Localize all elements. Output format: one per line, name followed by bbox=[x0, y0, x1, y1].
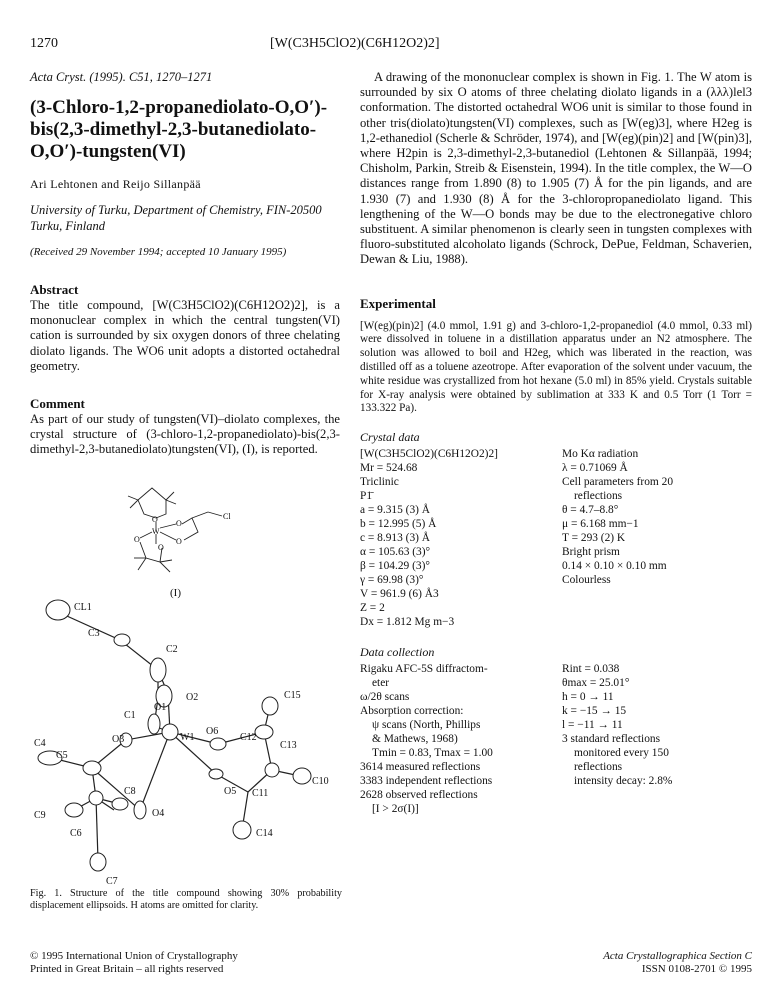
data-collection-heading: Data collection bbox=[360, 645, 435, 660]
atom-label: C14 bbox=[256, 828, 273, 839]
crystal-data-right bbox=[562, 447, 752, 629]
atom-label: C8 bbox=[124, 786, 136, 797]
parameter-line: μ = 6.168 mm−1 bbox=[562, 518, 639, 531]
data-collection-table bbox=[360, 662, 752, 816]
parameter-line: reflections bbox=[574, 490, 623, 503]
scheme-oxygen-label: O bbox=[134, 535, 140, 544]
parameter-line: θ = 4.7–8.8° bbox=[562, 504, 619, 517]
parameter-line: b = 12.995 (5) Å bbox=[360, 518, 437, 531]
parameter-line: Bright prism bbox=[562, 546, 620, 559]
atom-label: C11 bbox=[252, 788, 269, 799]
atom-label: C3 bbox=[88, 628, 100, 639]
parameter-line: Mr = 524.68 bbox=[360, 462, 418, 475]
page-number: 1270 bbox=[30, 36, 58, 51]
parameter-line: intensity decay: 2.8% bbox=[574, 775, 673, 788]
atom-label: C5 bbox=[56, 750, 68, 761]
abstract-heading: Abstract bbox=[30, 282, 79, 297]
parameter-line: reflections bbox=[574, 761, 623, 774]
parameter-line: λ = 0.71069 Å bbox=[562, 462, 628, 475]
scheme-tungsten-label: W bbox=[152, 527, 160, 536]
atom-label: C10 bbox=[312, 776, 329, 787]
atom-label: O2 bbox=[186, 692, 199, 703]
atom-label: C12 bbox=[240, 732, 257, 743]
abstract-text: The title compound, [W(C3H5ClO2)(C6H12O2)2], is a mononuclear complex in which the central tungsten(VI) cation is surrounded by six oxygen donors of three chelating diolato ligands. The WO6 unit adopts a distorted octahedral geometry. bbox=[30, 298, 340, 373]
parameter-line: [W(C3H5ClO2)(C6H12O2)2] bbox=[360, 448, 498, 461]
scheme-oxygen-label: O bbox=[176, 537, 182, 546]
parameter-line: Rint = 0.038 bbox=[562, 663, 620, 676]
journal-footer: Acta Crystallographica Section C bbox=[603, 950, 752, 962]
crystal-data-table bbox=[360, 447, 752, 629]
parameter-line: a = 9.315 (3) Å bbox=[360, 504, 431, 517]
crystal-data-left bbox=[360, 447, 550, 629]
figure-caption: Fig. 1. Structure of the title compound showing 30% probability displacement ellipsoids. H atoms are omitted for clarity. bbox=[30, 888, 342, 912]
chemical-scheme bbox=[100, 478, 250, 580]
parameter-line: monitored every 150 bbox=[574, 747, 669, 760]
parameter-line: Rigaku AFC-5S diffractom- bbox=[360, 663, 488, 676]
parameter-line: ψ scans (North, Phillips bbox=[372, 719, 481, 732]
parameter-line: P1̄ bbox=[360, 490, 373, 503]
scheme-label: (I) bbox=[170, 587, 181, 599]
atom-label: C9 bbox=[34, 810, 46, 821]
article-title: (3-Chloro-1,2-propanediolato-O,O′)-bis(2,3-dimethyl-2,3-butanediolato-O,O′)-tungsten(VI) bbox=[30, 97, 328, 162]
parameter-line: Tmin = 0.83, Tmax = 1.00 bbox=[372, 747, 493, 760]
crystal-data-heading: Crystal data bbox=[360, 430, 420, 445]
scheme-oxygen-label: O bbox=[152, 515, 158, 524]
copyright-line: © 1995 International Union of Crystallography bbox=[30, 950, 238, 962]
scheme-chlorine-label: Cl bbox=[223, 512, 231, 521]
parameter-line: Absorption correction: bbox=[360, 705, 464, 718]
parameter-line: 3383 independent reflections bbox=[360, 775, 493, 788]
atom-label: C15 bbox=[284, 690, 301, 701]
parameter-line: 2628 observed reflections bbox=[360, 789, 478, 802]
parameter-line: 3614 measured reflections bbox=[360, 761, 481, 774]
parameter-line: & Mathews, 1968) bbox=[372, 733, 458, 746]
atom-label: C6 bbox=[70, 828, 82, 839]
atom-label: C2 bbox=[166, 644, 178, 655]
atom-label: C1 bbox=[124, 710, 136, 721]
atom-label: O5 bbox=[224, 786, 237, 797]
parameter-line: Mo Kα radiation bbox=[562, 448, 639, 461]
intro-paragraph: A drawing of the mononuclear complex is shown in Fig. 1. The W atom is surrounded by six O atoms of three chelating diolato ligands in a (λλλ)lel3 conformation. The distorted octahedral WO6 unit is similar to those found in other tris(diolato)tungsten(VI) complexes, such as [W(eg)3], where H2eg is 1,2-ethanediol (Scherle & Schröder, 1974), and [W(eg)(pin)2] and [W(pin)3], where H2pin is 2,3-dimethyl-2,3-butanediol (Lehtonen & Sillanpää, 1994; Chisholm, Parkin, Streib & Eisenstein, 1994). In the title complex, the W—O distances range from 1.890 (8) to 1.905 (7) Å for the pin ligands, and are 1.930 (7) and 1.930 (8) Å for the 3-chloropropanediolato ligand. This lengthening of the W—O bonds may be due to the electronegative chloro substituent. A similar phenomenon is clearly seen in tungsten complexes with fluoro-substituted alcoholato ligands (Schrock, DePue, Feldman, Schaverien, Dewan & Liu, 1988). bbox=[360, 70, 752, 267]
scheme-oxygen-label: O bbox=[176, 519, 182, 528]
atom-label: O6 bbox=[206, 726, 219, 737]
parameter-line: ω/2θ scans bbox=[360, 691, 410, 704]
atom-label: C4 bbox=[34, 738, 46, 749]
atom-label: CL1 bbox=[74, 602, 92, 613]
atom-label: O1 bbox=[154, 702, 167, 713]
parameter-line: c = 8.913 (3) Å bbox=[360, 532, 431, 545]
experimental-heading: Experimental bbox=[360, 295, 436, 311]
parameter-line: V = 961.9 (6) Å3 bbox=[360, 588, 439, 601]
parameter-line: θmax = 25.01° bbox=[562, 677, 630, 690]
issn-line: ISSN 0108-2701 © 1995 bbox=[641, 963, 752, 975]
parameter-line: Triclinic bbox=[360, 476, 399, 489]
atom-label: O3 bbox=[112, 734, 125, 745]
parameter-line: Z = 2 bbox=[360, 602, 385, 615]
parameter-line: 3 standard reflections bbox=[562, 733, 661, 746]
parameter-line: γ = 69.98 (3)° bbox=[360, 574, 424, 587]
experimental-text: [W(eg)(pin)2] (4.0 mmol, 1.91 g) and 3-chloro-1,2-propanediol (4.0 mmol, 0.33 ml) were dissolved in toluene in a distillation apparatus under an N2 atmosphere. The solution was allowed to boil and H2eg, which was liberated in the reaction, was distilled off as a toluene azeotrope. After evaporation of the solvent under vacuum, the white residue was crystallized from hot hexane (5.0 ml) in 85% yield. Crystals suitable for X-ray analysis were obtained by sublimation at 333 K and 0.5 Torr (1 Torr = 133.322 Pa). bbox=[360, 319, 752, 415]
parameter-line: Colourless bbox=[562, 574, 611, 587]
received-dates: (Received 29 November 1994; accepted 10 January 1995) bbox=[30, 246, 287, 258]
atom-label: C13 bbox=[280, 740, 297, 751]
running-title: [W(C3H5ClO2)(C6H12O2)2] bbox=[270, 36, 440, 51]
printed-in-line: Printed in Great Britain – all rights reserved bbox=[30, 963, 224, 975]
authors: Ari Lehtonen and Reijo Sillanpää bbox=[30, 177, 201, 191]
parameter-line: Cell parameters from 20 bbox=[562, 476, 674, 489]
atom-label: O4 bbox=[152, 808, 165, 819]
parameter-line: eter bbox=[372, 677, 390, 690]
right-column bbox=[360, 70, 752, 816]
journal-reference: Acta Cryst. (1995). C51, 1270–1271 bbox=[30, 70, 213, 84]
parameter-line: Dx = 1.812 Mg m−3 bbox=[360, 616, 455, 629]
atom-label: C7 bbox=[106, 876, 118, 887]
data-collection-left bbox=[360, 662, 550, 816]
parameter-line: l = −11 → 11 bbox=[562, 719, 623, 732]
parameter-line: T = 293 (2) K bbox=[562, 532, 626, 545]
parameter-line: h = 0 → 11 bbox=[562, 691, 614, 704]
comment-heading: Comment bbox=[30, 396, 85, 412]
affiliation: University of Turku, Department of Chemistry, FIN-20500 Turku, Finland bbox=[30, 203, 322, 233]
parameter-line: β = 104.29 (3)° bbox=[360, 560, 430, 573]
parameter-line: k = −15 → 15 bbox=[562, 705, 627, 718]
data-collection-right bbox=[562, 662, 752, 816]
parameter-line: [I > 2σ(I)] bbox=[372, 803, 419, 816]
molecular-structure-figure bbox=[30, 598, 345, 888]
parameter-line: α = 105.63 (3)° bbox=[360, 546, 431, 559]
atom-label: W1 bbox=[180, 732, 195, 743]
scheme-oxygen-label: O bbox=[158, 543, 164, 552]
left-column bbox=[30, 70, 340, 458]
comment-text: As part of our study of tungsten(VI)–diolato complexes, the crystal structure of (3-chloro-1,2-propanediolato)-bis(2,3-dimethyl-2,3-butanediolato)tungsten(VI), (I), is reported. bbox=[30, 412, 340, 457]
parameter-line: 0.14 × 0.10 × 0.10 mm bbox=[562, 560, 667, 573]
